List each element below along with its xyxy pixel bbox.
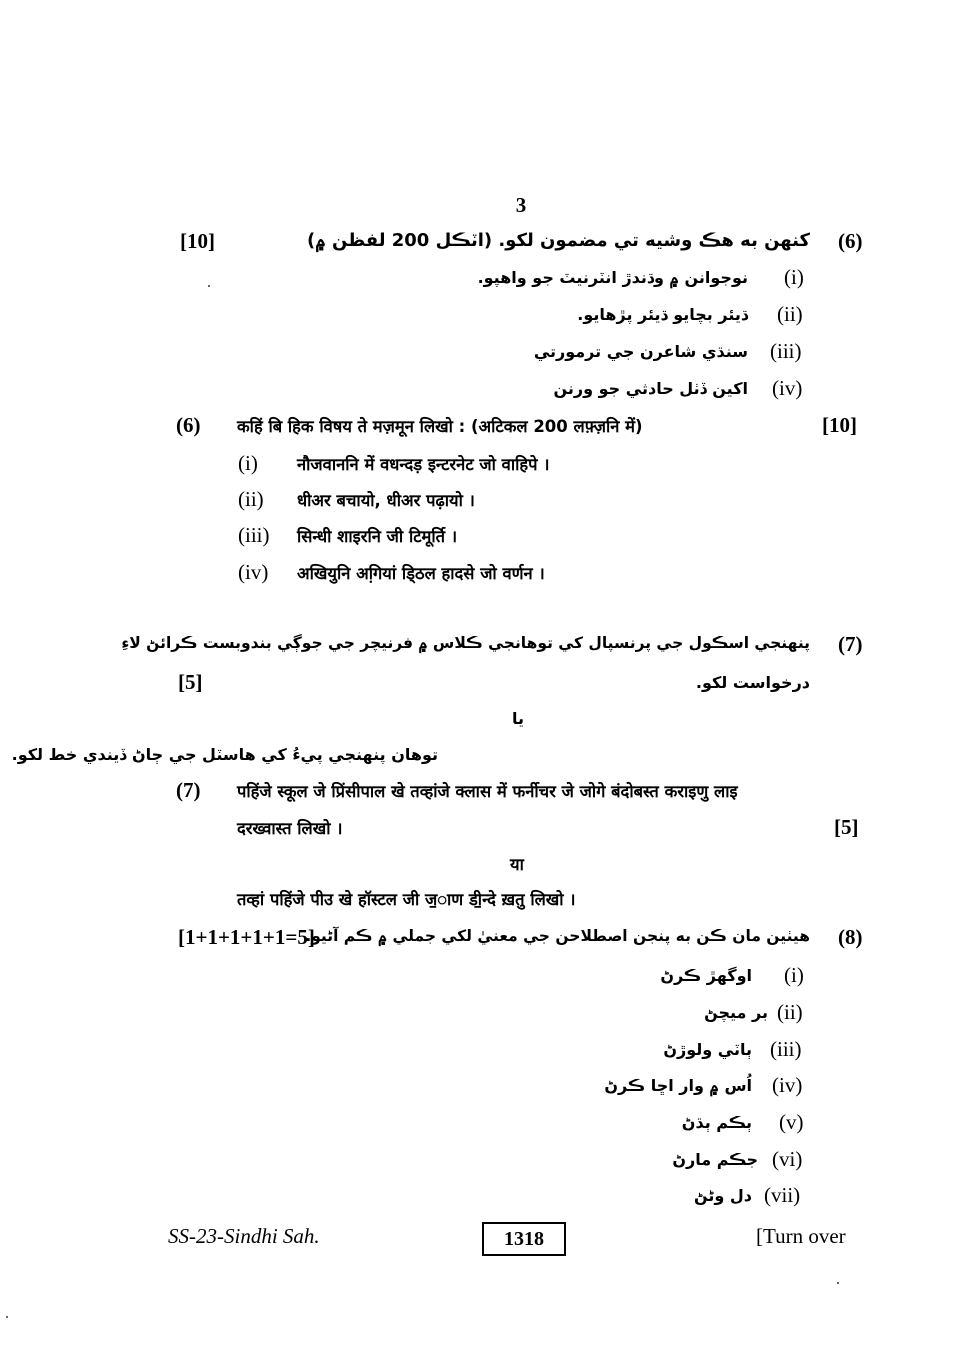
page-number: 3 — [515, 193, 527, 217]
question-text-line2: درخواست لکو. — [695, 673, 810, 692]
question-text: كنهن به هڪ وشيه تي مضمون لکو. (اٽڪل 200 لفظن ۾) — [306, 230, 810, 251]
item-roman: (iv) — [238, 560, 269, 584]
item-roman: (iv) — [772, 1073, 803, 1097]
item-text: اوگهڙ ڪرڻ — [660, 966, 752, 985]
item-roman: (i) — [238, 451, 258, 475]
scan-speck — [6, 1316, 8, 1318]
item-text: سنڌي شاعرن جي ترمورتي — [533, 342, 748, 361]
item-roman: (v) — [779, 1110, 804, 1134]
item-roman: (ii) — [777, 302, 803, 326]
alternative-text: توهان پنهنجي پيءُ کي هاسٽل جي ڄاڻ ڏيندي خط لکو. — [11, 745, 438, 764]
question-number: (7) — [838, 632, 863, 656]
item-roman: (iii) — [770, 339, 802, 363]
item-roman: (iii) — [770, 1037, 802, 1061]
question-number: (6) — [176, 413, 201, 437]
item-roman: (ii) — [238, 487, 264, 511]
marks: [5] — [178, 670, 203, 694]
page-code-box: 1318 — [482, 1222, 566, 1256]
paper-code: SS-23-Sindhi Sah. — [168, 1224, 320, 1248]
or-separator: يا — [512, 709, 525, 728]
item-roman: (ii) — [777, 1000, 803, 1024]
question-text-line2: दरख्वास्त लिखो । — [237, 819, 343, 838]
item-text: ڌيئر بچايو ڌيئر پڙهايو. — [577, 305, 748, 324]
or-separator: या — [510, 855, 524, 874]
item-text: सिन्धी शाइरनि जी टिमूर्ति । — [297, 527, 458, 546]
item-text: ٻڪم ٻڌڻ — [681, 1113, 752, 1132]
question-number: (7) — [176, 778, 201, 802]
question-text: कहिं बि हिक विषय ते मज़मून लिखो : (अटिकल 200 लफ़्ज़नि में) — [237, 417, 643, 436]
item-roman: (iv) — [772, 376, 803, 400]
marks: [10] — [822, 413, 857, 437]
item-text: धीअर बचायो, धीअर पढ़ायो । — [297, 491, 475, 510]
marks: [5] — [834, 815, 859, 839]
question-number: (8) — [838, 925, 863, 949]
item-text: اکين ڏٺل حادثي جو ورنن — [553, 379, 748, 398]
item-text: अखियुनि अगि़यां डि्ठल हादसे जो वर्णन । — [297, 564, 545, 583]
item-roman: (i) — [784, 963, 804, 987]
question-text-line1: پنهنجي اسڪول جي پرنسپال کي توهانجي ڪلاس ۾ فرنيچر جي جوڳي بندوبست ڪرائڻ لاءِ — [121, 634, 810, 652]
item-roman: (iii) — [238, 523, 270, 547]
item-text: नौजवाननि में वधन्दड़ इन्टरनेट जो वाहिपे । — [297, 455, 550, 474]
item-text: بر ميچڻ — [704, 1003, 768, 1022]
item-text: نوجوانن ۾ وڌندڙ انٽرنيٽ جو واهپو. — [477, 268, 748, 287]
item-roman: (vi) — [772, 1147, 803, 1171]
question-text: هيٺين مان ڪن به پنجن اصطلاحن جي معنيٰ لکي جملي ۾ ڪم آڻيو. — [305, 927, 810, 945]
item-text: ٻاٽي ولوڙڻ — [663, 1040, 752, 1059]
question-text-line1: पहिंजे स्कूल जे प्रिंसीपाल खे तव्हांजे क्लास में फर्नीचर जे जोगे बंदोबस्त कराइणु लाइ — [237, 782, 738, 801]
marks: [1+1+1+1+1=5] — [178, 925, 315, 949]
item-roman: (i) — [784, 265, 804, 289]
item-text: اُس ۾ وار اڇا ڪرڻ — [604, 1076, 752, 1095]
alternative-text: तव्हां पहिंजे पीउ खे हॉस्टल जी ज॒ाण डी॒न्दे ख़तु लिखो । — [237, 890, 576, 909]
item-roman: (vii) — [764, 1183, 801, 1207]
question-number: (6) — [838, 229, 863, 253]
marks: [10] — [180, 229, 215, 253]
turn-over-note: [Turn over — [756, 1224, 846, 1248]
item-text: جڪم مارڻ — [672, 1150, 758, 1169]
scan-speck — [208, 285, 210, 287]
item-text: دل وڻڻ — [693, 1186, 752, 1205]
scan-speck — [837, 1282, 839, 1284]
